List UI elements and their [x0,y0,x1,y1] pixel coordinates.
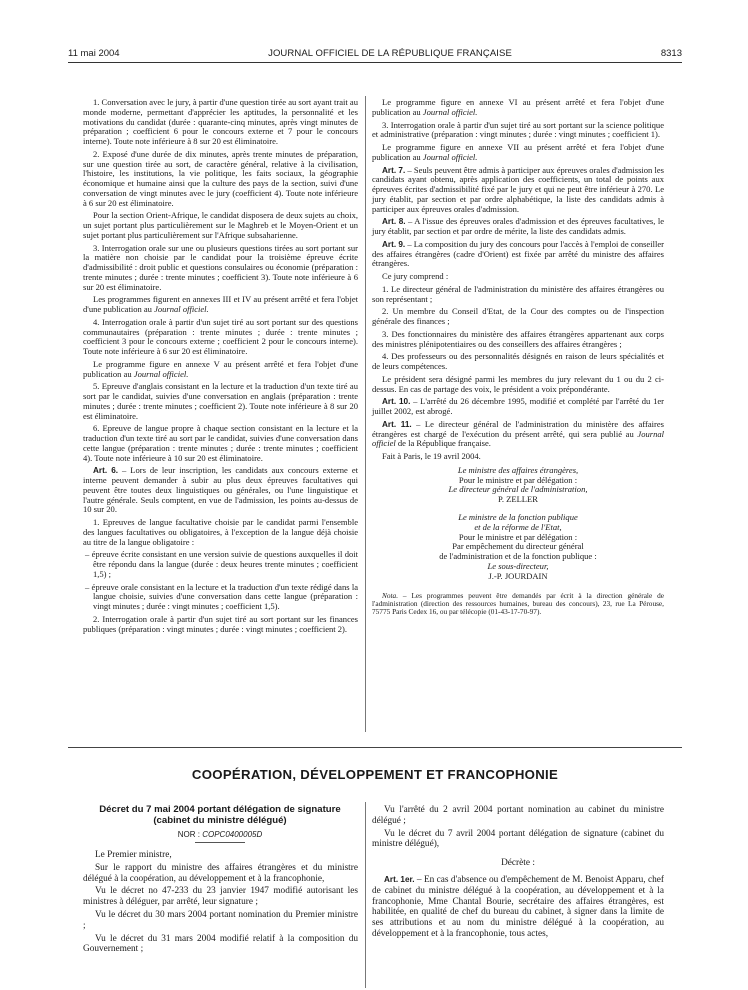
nota: Nota. – Les programmes peuvent être demandés par écrit à la direction générale de l'administration (direction des ressources humaines, bureau des concours), 23, rue La Pérouse, 75775 Paris Cedex 16, ou par télécopie (01-43-17-70-97). [372,590,664,617]
paragraph: Ce jury comprend : [382,271,449,281]
article-label: Art. 7. [382,165,406,175]
decret-right-column [372,805,664,942]
paragraph: 1. Le directeur général de l'administration du ministère des affaires étrangères ou son représentant ; [372,283,664,304]
left-column [83,98,358,637]
paragraph: 6. Epreuve de langue propre à chaque section consistant en la lecture et la traduction d'un texte tiré au sort par le candidat, suivies d'une conversation dans cette langue (préparation : trente minutes ; durée : trente minutes ; coefficient 4). Toute note inférieure à 10 sur 20 est éliminatoire. [83,423,358,463]
article-paragraph: Art. 10. – L'arrêté du 26 décembre 1995, modifié et complété par l'arrêté du 1er juillet 2002, est abrogé. [372,396,664,416]
paragraph: 3. Des fonctionnaires du ministère des affaires étrangères appartenant aux corps des ministres plénipotentiaires ou des conseillers des affaires étrangères ; [372,328,664,349]
article-label: Art. 10. [382,397,411,407]
paragraph: Le programme figure en annexe VII au présent arrêté et fera l'objet d'une publication au Journal officiel. [372,142,664,162]
decret-paragraph: Vu le décret du 30 mars 2004 portant nomination du Premier ministre ; [83,909,358,931]
paragraph: Le programme figure en annexe VI au présent arrêté et fera l'objet d'une publication au Journal officiel. [372,97,664,117]
paragraph: 2. Un membre du Conseil d'Etat, de la Cour des comptes ou de l'inspection générale des finances ; [372,306,664,326]
paragraph: 3. Interrogation orale sur une ou plusieurs questions tirées au sort portant sur la matière non choisie par le candidat pour la troisième épreuve écrite d'admissibilité : droit public et questions consulaires ou économie (préparation : trente minutes ; durée : trente minutes ; coefficient 3). Toute note inférieure à 6 sur 20 est éliminatoire. [83,242,358,292]
decret-left-column [83,850,358,957]
nor-reference: NOR : COPC0400005D [177,830,263,839]
header-date: 11 mai 2004 [68,48,120,59]
signature-line: et de la réforme de l'Etat, [474,521,562,532]
decret-paragraph: Vu le décret du 7 avril 2004 portant délégation de signature (cabinet du ministre délégué), [372,828,664,850]
journal-title: JOURNAL OFFICIEL DE LA RÉPUBLIQUE FRANÇAISE [268,48,512,59]
title-rule [195,842,245,843]
paragraph: – épreuve orale consistant en la lecture et la traduction d'un texte rédigé dans la langue choisie, suivies d'une conversation dans cette langue (préparation : vingt minutes ; durée : vingt minutes ; coefficient 1,5). [85,581,358,611]
signature-line: Pour le ministre et par délégation : [458,531,578,542]
decret-title: Décret du 7 mai 2004 portant délégation de signature (cabinet du ministre délégué) [99,804,341,826]
article-paragraph: Art. 8. – A l'issue des épreuves orales d'admission et des épreuves facultatives, le jury établit, par section et par ordre de mérite, la liste des candidats admis. [372,216,664,236]
paragraph: 1. Conversation avec le jury, à partir d'une question tirée au sort ayant trait au monde moderne, permettant d'apprécier les aptitudes, la personnalité et les motivations du candidat (durée : quarante-cinq minutes, après vingt minutes de préparation ; coefficient 6 pour le concours externe et 7 pour le concours interne). Toute note inférieure à 8 sur 20 est éliminatoire. [83,97,358,146]
column-divider-lower [365,802,366,988]
article-paragraph: Art. 7. – Seuls peuvent être admis à participer aux épreuves orales d'admission les candidats ayant obtenu, après application des coefficients, un total de points aux épreuves écrites d'admissibilité fixé par le jury et qui ne peut être inférieur à 270. Le jury établit, par section et par ordre alphabétique, la liste des candidats admis à participer aux épreuves orales d'admission. [372,164,664,214]
article-paragraph: Art. 9. – La composition du jury des concours pour l'accès à l'emploi de conseiller des affaires étrangères (cadre d'Orient) est fixée par arrêté du ministre des affaires étrangères. [372,238,664,269]
article-label: Art. 6. [93,466,119,476]
paragraph: 5. Epreuve d'anglais consistant en la lecture et la traduction d'un texte tiré au sort par le candidat, suivies d'une conversation en anglais (préparation : trente minutes ; durée : trente minutes ; coefficient 2). Toute note inférieure à 8 sur 20 est éliminatoire. [83,381,358,421]
signature-line: J.-P. JOURDAIN [488,570,548,581]
decret-paragraph: Le Premier ministre, [95,850,172,860]
paragraph: 1. Epreuves de langue facultative choisie par le candidat parmi l'ensemble des langues facultatives ou obligatoires, à l'exception de la langue déjà choisie au titre de la langue obligatoire : [83,517,358,547]
signature-block-civil-service [372,513,664,582]
paragraph: Pour la section Orient-Afrique, le candidat disposera de deux sujets au choix, un sujet portant plus particulièrement sur le Maghreb et le Moyen-Orient et un sujet portant plus particulièrement sur l'Afrique subsaharienne. [83,210,358,240]
paragraph: Les programmes figurent en annexes III et IV au présent arrêté et fera l'objet d'une publication au Journal officiel. [83,294,358,314]
signature-line: Le directeur général de l'administration, [448,484,588,495]
signature-block-foreign-affairs [372,466,664,505]
article-paragraph: Art. 11. – Le directeur général de l'administration du ministère des affaires étrangères est chargé de l'exécution du présent arrêté, qui sera publié au Journal officiel de la République française. [372,418,664,449]
page-number: 8313 [660,48,682,59]
article-label: Art. 9. [382,239,406,249]
paragraph: 4. Interrogation orale à partir d'un sujet tiré au sort portant sur des questions communautaires (préparation : trente minutes ; durée : trente minutes ; coefficient 3 pour le concours externe ; coefficient 2 pour le concours interne). Toute note inférieure à 6 sur 20 est éliminatoire. [83,316,358,356]
decret-paragraph: Vu l'arrêté du 2 avril 2004 portant nomination au cabinet du ministre délégué ; [372,805,664,826]
decrete: Décrète : [501,858,535,869]
decret-paragraph: Vu le décret no 47-233 du 23 janvier 1947 modifié autorisant les ministres à déléguer, par arrêté, leur signature ; [83,886,358,908]
paragraph: Le président sera désigné parmi les membres du jury relevant du 1 ou du 2 ci-dessus. En cas de partage des voix, le président a voix prépondérante. [372,373,664,394]
right-column [372,98,664,620]
signature-line: Le ministre des affaires étrangères, [457,464,579,475]
signature-line: Le ministre de la fonction publique [458,511,578,522]
signature-line: de l'administration et de la fonction publique : [439,551,597,562]
paragraph: 4. Des professeurs ou des personnalités désignés en raison de leurs spécialités et de leurs compétences. [372,351,664,371]
paragraph: Le programme figure en annexe V au présent arrêté et fera l'objet d'une publication au Journal officiel. [83,358,358,379]
paragraph: Fait à Paris, le 19 avril 2004. [382,451,481,461]
section-rule [68,747,682,748]
section-title: COOPÉRATION, DÉVELOPPEMENT ET FRANCOPHONIE [191,767,559,782]
article-label: Art. 8. [382,217,406,227]
signature-line: Pour le ministre et par délégation : [458,474,578,485]
signature-line: Le sous-directeur, [487,560,549,571]
article-paragraph: Art. 6. – Lors de leur inscription, les candidats aux concours externe et interne peuvent demander à subir au plus deux épreuves facultatives qui peuvent être toutes deux linguistiques ou générales, ou l'une linguistique et l'autre générale. Seuls comptent, en vue de l'admission, les points au-dessus de 10 sur 20. [83,465,358,515]
decret-article-1: Art. 1er. – En cas d'absence ou d'empêchement de M. Benoist Apparu, chef de cabinet du ministre délégué à la coopération, au développement et à la francophonie, Mme Chantal Bourie, secrétaire des affaires étrangères, est habilitée, en qualité de chef du bureau du cabinet, à signer dans la limite de ses attributions et au nom du ministre délégué à la coopération, au développement et à la francophonie, tous actes, [372,874,664,939]
signature-line: P. ZELLER [498,494,538,505]
paragraph: – épreuve écrite consistant en une version suivie de questions auxquelles il doit être répondu dans la langue (durée : deux heures trente minutes ; coefficient 1,5) ; [85,549,358,579]
decret-paragraph: Sur le rapport du ministre des affaires étrangères et du ministre délégué à la coopération, au développement et à la francophonie, [83,862,358,884]
paragraph: 2. Interrogation orale à partir d'un sujet tiré au sort portant sur les finances publiques (préparation : vingt minutes ; durée : vingt minutes ; coefficient 2). [83,613,358,634]
column-divider [365,96,366,732]
signature-line: Par empêchement du directeur général [452,541,584,552]
article-label: Art. 11. [382,419,412,429]
paragraph: 3. Interrogation orale à partir d'un sujet tiré au sort portant sur la science politique et administrative (préparation : vingt minutes ; durée : vingt minutes ; coefficient 1). [372,119,664,140]
paragraph: 2. Exposé d'une durée de dix minutes, après trente minutes de préparation, sur une question tirée au sort, de caractère général, relative à la civilisation, l'histoire, les institutions, la vie politique, les faits sociaux, la géographie économique et humaine ainsi que la culture des pays de la section, suivi d'une conversation de vingt minutes avec le jury (coefficient 4). Toute note inférieure à 6 sur 20 est éliminatoire. [83,148,358,208]
decret-paragraph: Vu le décret du 31 mars 2004 modifié relatif à la composition du Gouvernement ; [83,933,358,955]
header-rule [68,62,682,63]
